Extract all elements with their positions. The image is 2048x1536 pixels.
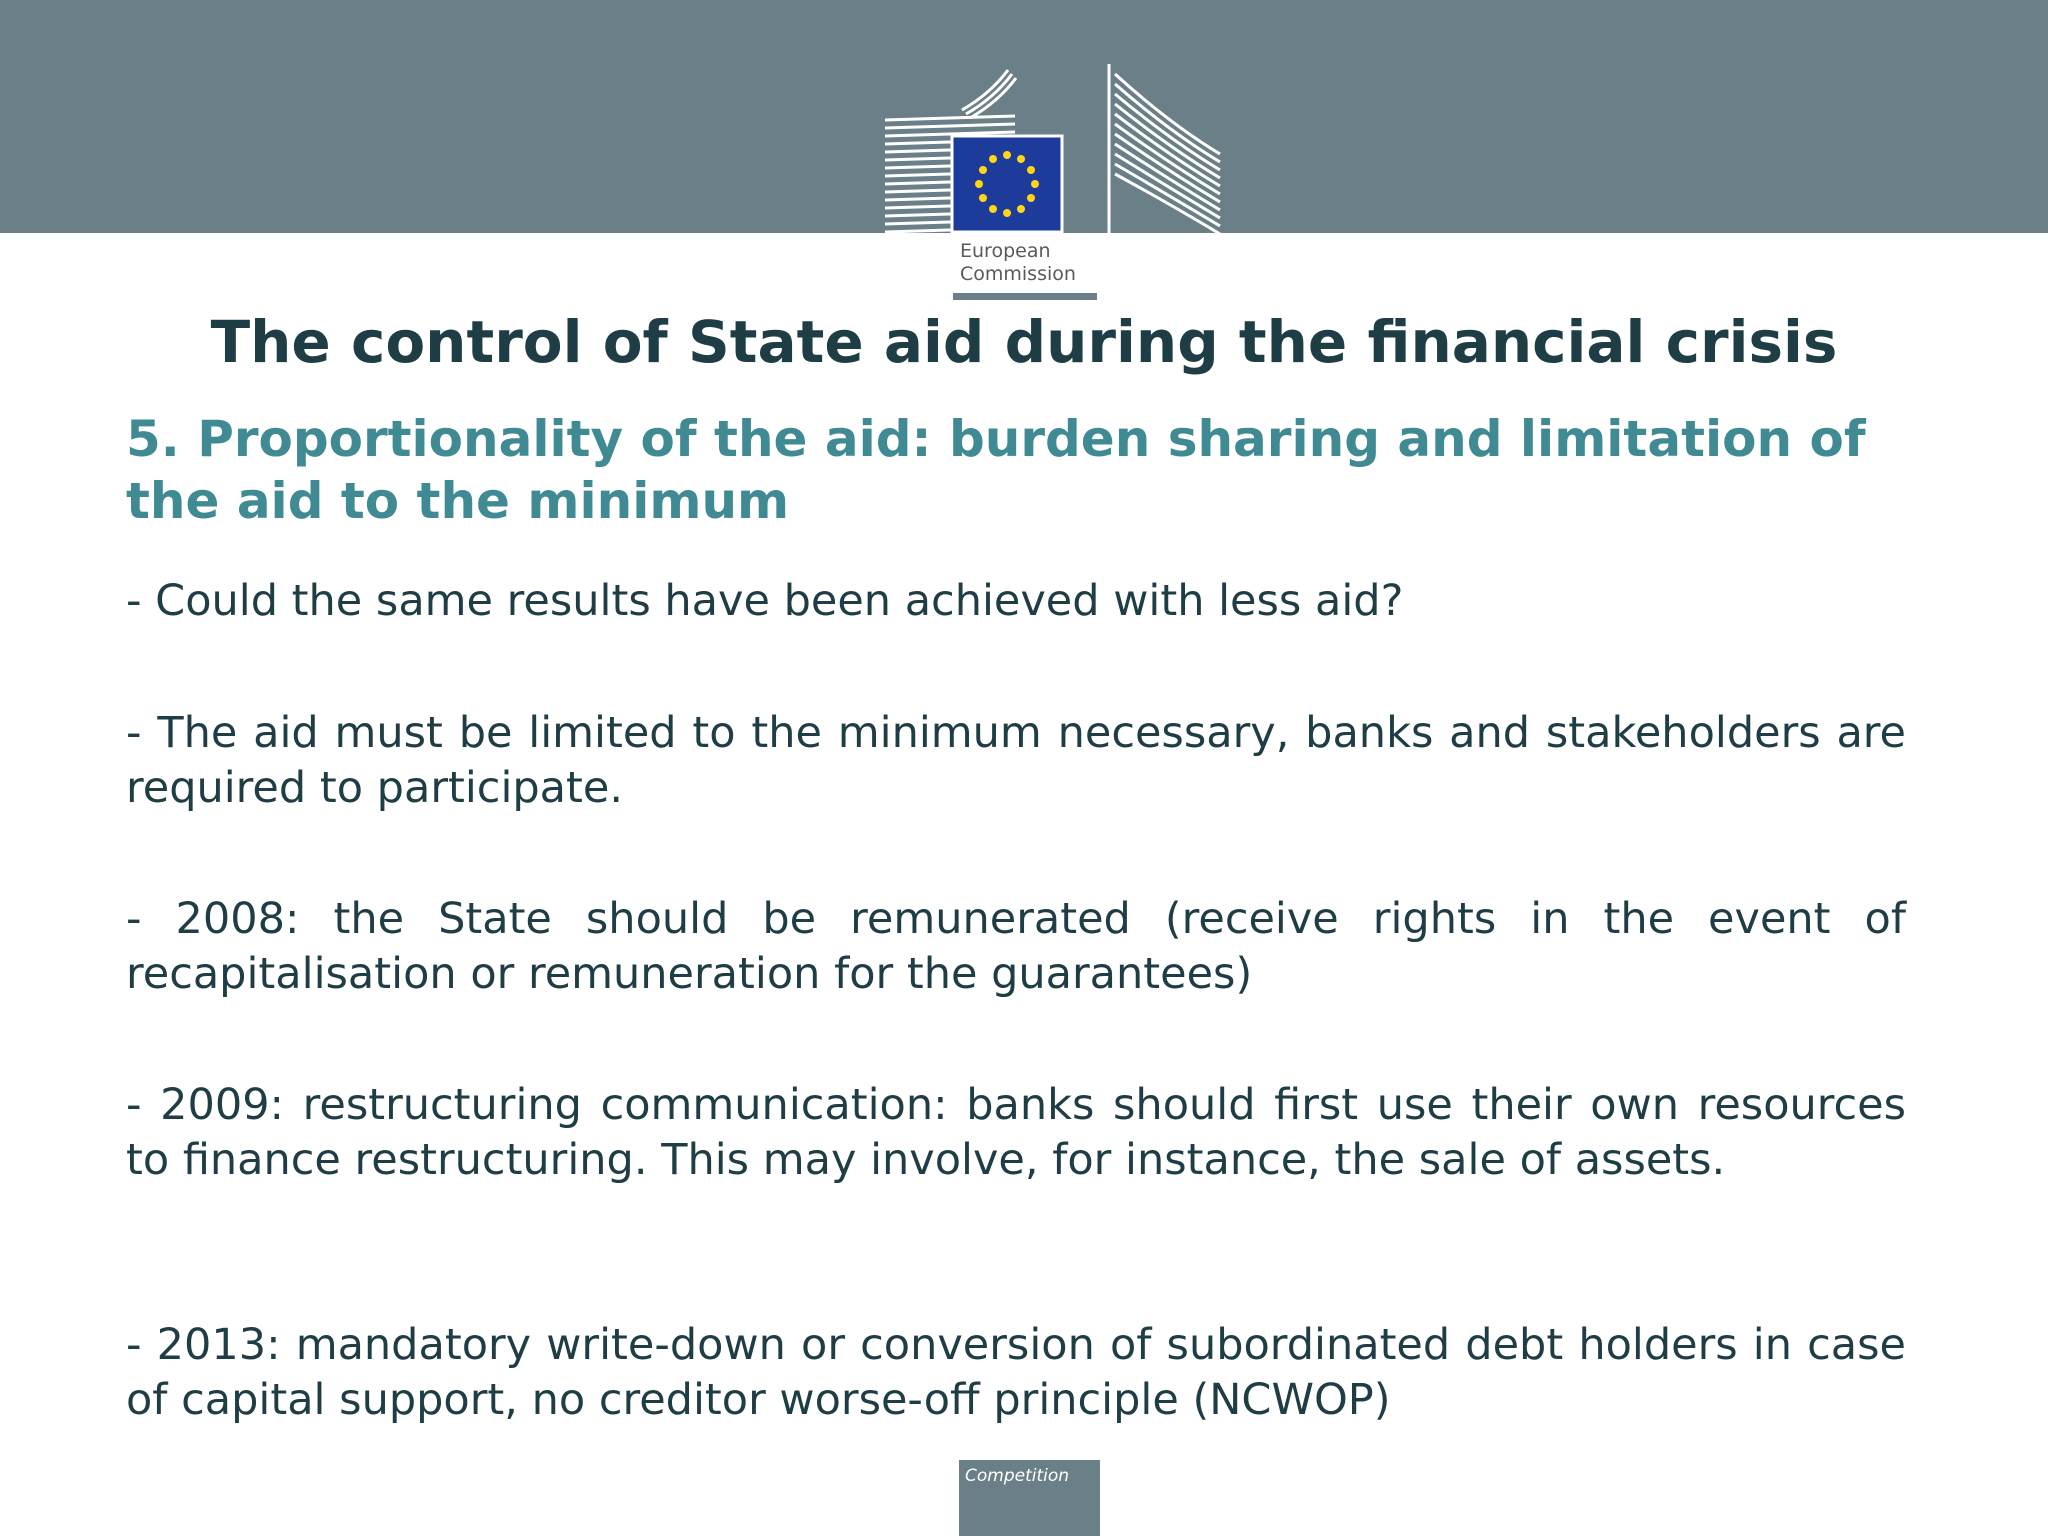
logo-wordmark — [960, 240, 1076, 286]
logo-line-2: Commission — [960, 263, 1076, 285]
slide-title: The control of State aid during the financial crisis — [210, 308, 1838, 376]
logo-line-1: European — [960, 240, 1051, 262]
logo-underline — [953, 293, 1097, 300]
bullet-1: - Could the same results have been achieved with less aid? — [126, 576, 1404, 626]
bullet-3: - 2008: the State should be remunerated (receive rights in the event of recapitalisation or remuneration for the guarantees) — [126, 894, 1906, 999]
bullet-4: - 2009: restructuring communication: banks should first use their own resources to finance restructuring. This may involve, for instance, the sale of assets. — [126, 1080, 1906, 1185]
bullet-2: - The aid must be limited to the minimum necessary, banks and stakeholders are required to participate. — [126, 708, 1906, 813]
footer-tab — [959, 1460, 1100, 1536]
footer-label: Competition — [965, 1466, 1070, 1486]
bullet-5: - 2013: mandatory write-down or conversion of subordinated debt holders in case of capital support, no creditor worse-off principle (NCWOP) — [126, 1320, 1906, 1425]
eu-flag — [952, 136, 1062, 232]
building-right-wing — [1109, 64, 1220, 234]
slide-subtitle: 5. Proportionality of the aid: burden sharing and limitation of the aid to the minimum — [126, 410, 1866, 530]
